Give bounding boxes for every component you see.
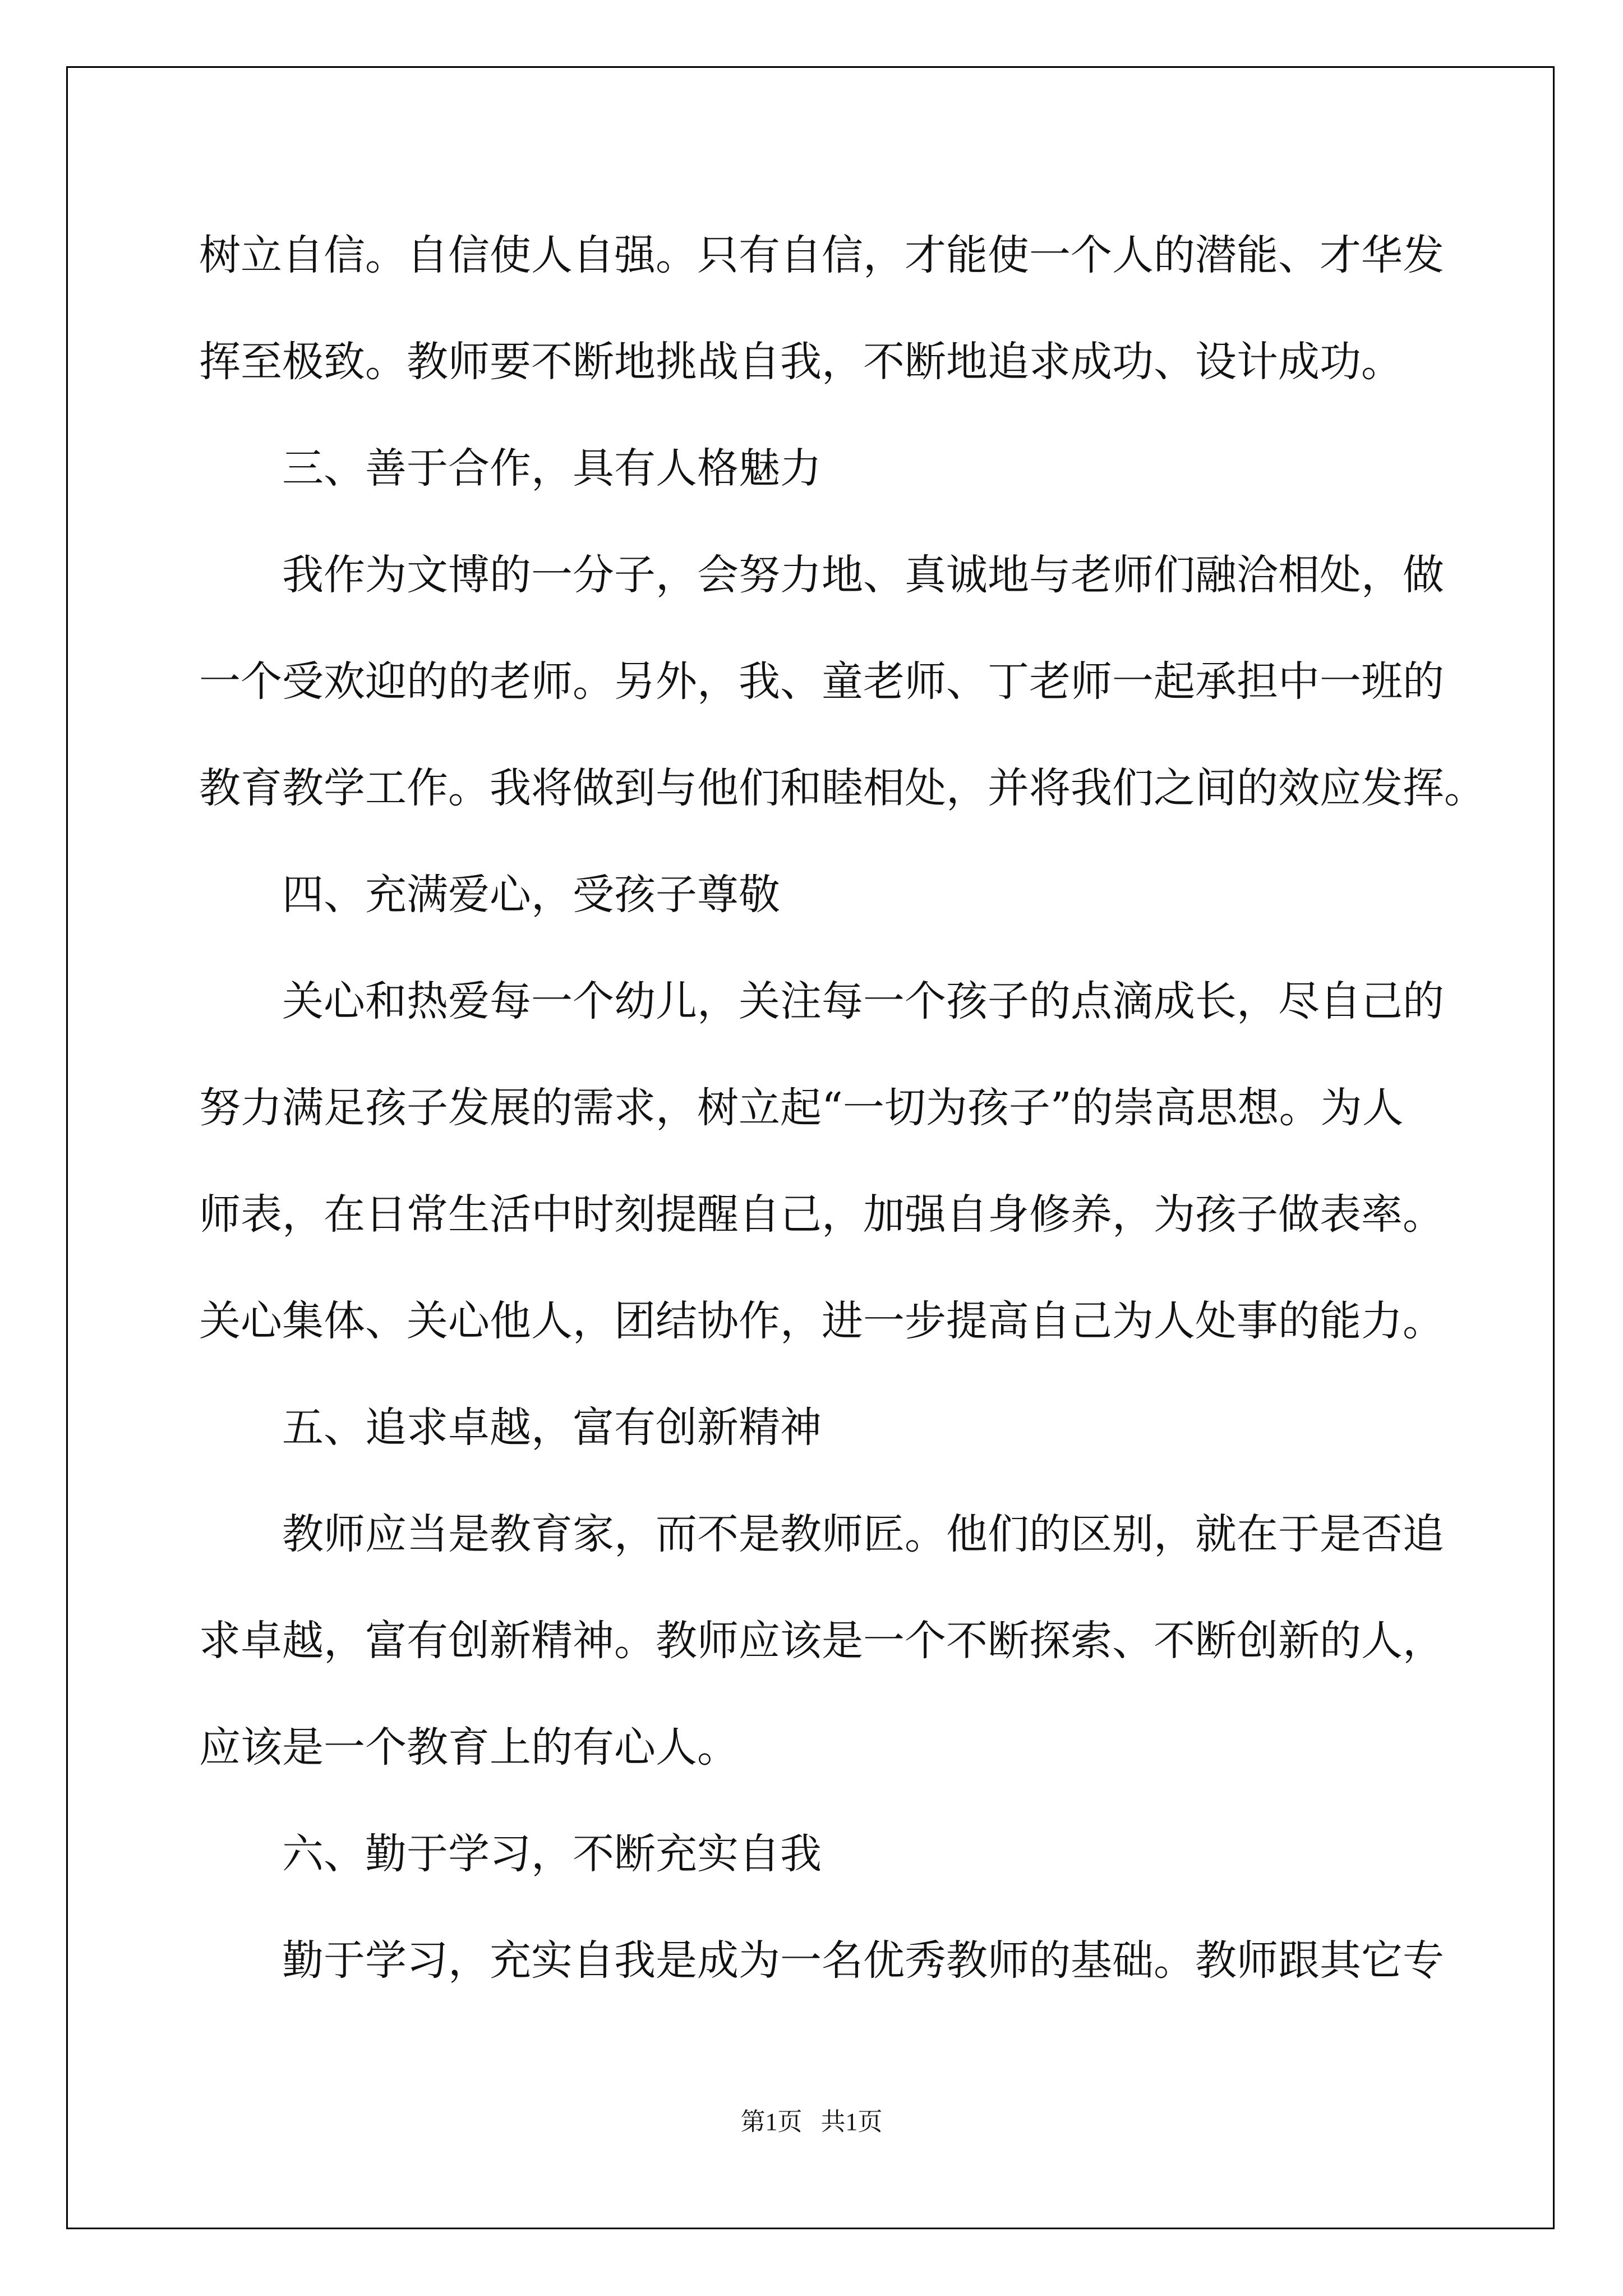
paragraph-line: 勤于学习，充实自我是成为一名优秀教师的基础。教师跟其它专 [282, 1936, 1444, 1985]
paragraph-line: 树立自信。自信使人自强。只有自信，才能使一个人的潜能、才华发 [199, 231, 1444, 279]
document-body [199, 202, 1486, 2014]
paragraph-line: 师表，在日常生活中时刻提醒自己，加强自身修养，为孩子做表率。 [199, 1190, 1444, 1239]
section-heading: 五、追求卓越，富有创新精神 [282, 1404, 822, 1452]
paragraph-line: 挥至极致。教师要不断地挑战自我，不断地追求成功、设计成功。 [199, 338, 1403, 386]
paragraph-line: 求卓越，富有创新精神。教师应该是一个不断探索、不断创新的人， [199, 1617, 1444, 1665]
paragraph-line: 教育教学工作。我将做到与他们和睦相处，并将我们之间的效应发挥。 [199, 764, 1486, 812]
paragraph-line: 应该是一个教育上的有心人。 [199, 1723, 739, 1772]
paragraph-line: 我作为文博的一分子，会努力地、真诚地与老师们融洽相处，做 [282, 551, 1444, 599]
paragraph-line: 努力满足孩子发展的需求，树立起“一切为孩子”的崇高思想。为人 [199, 1084, 1404, 1132]
section-heading: 六、勤于学习，不断充实自我 [282, 1830, 822, 1878]
section-heading: 三、善于合作，具有人格魅力 [282, 444, 822, 493]
paragraph-line: 一个受欢迎的的老师。另外，我、童老师、丁老师一起承担中一班的 [199, 657, 1444, 706]
section-heading: 四、充满爱心，受孩子尊敬 [282, 871, 780, 919]
paragraph-line: 关心集体、关心他人，团结协作，进一步提高自己为人处事的能力。 [199, 1297, 1444, 1345]
paragraph-line: 关心和热爱每一个幼儿，关注每一个孩子的点滴成长，尽自己的 [282, 977, 1444, 1025]
paragraph-line: 教师应当是教育家，而不是教师匠。他们的区别，就在于是否追 [282, 1510, 1444, 1558]
page-number-footer: 第1页 共1页 [740, 2108, 883, 2136]
